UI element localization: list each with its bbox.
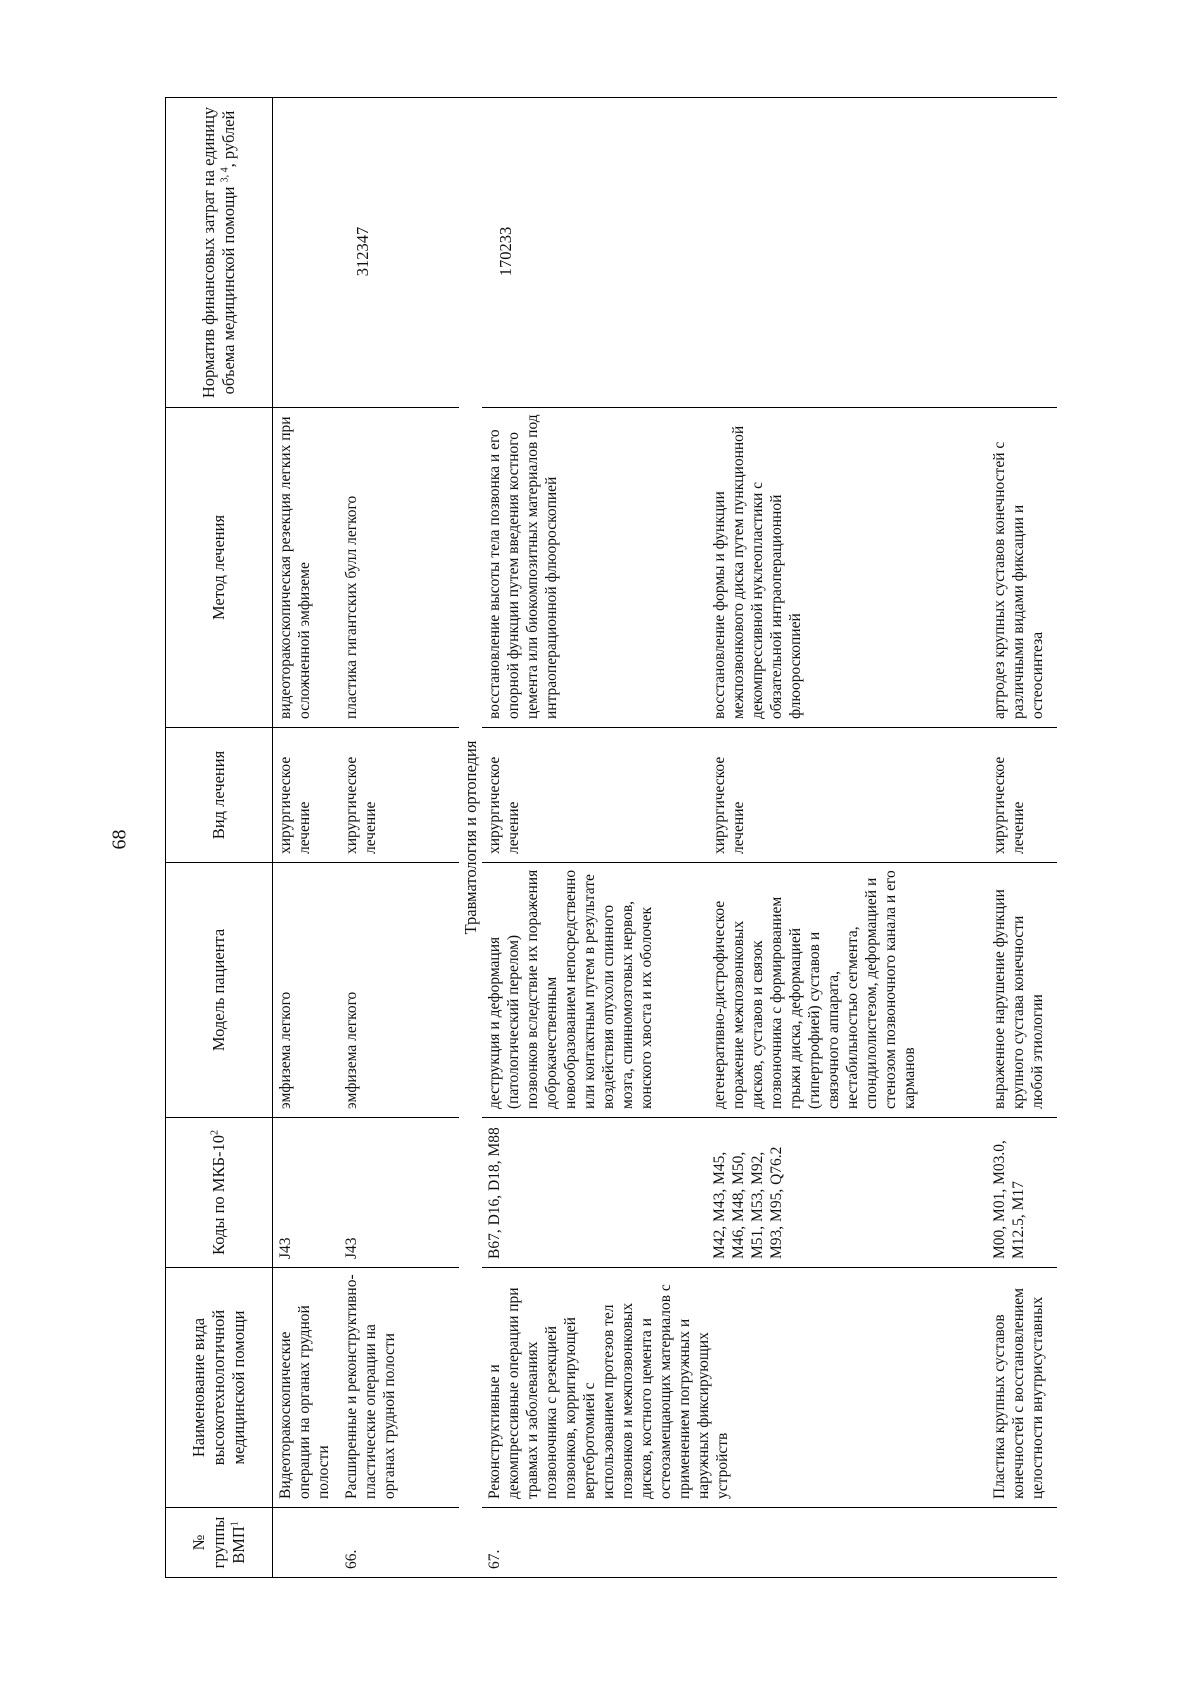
header-group: № группы ВМП$^1$ [166,1508,273,1578]
header-row [166,98,273,1578]
cell-cost: 170233 [482,98,707,408]
cell-codes: M42, M43, M45, M46, M48, M50, M51, M53, M92, M93, M95, Q76.2 [707,1118,987,1268]
cell-type: хирургическое лечение [707,728,987,863]
table-row [273,98,340,1578]
cell-cost [273,98,340,408]
cell-model: эмфизема легкого [273,863,340,1118]
page-number: 68 [108,829,131,850]
cell-method: артродез крупных суставов конечностей с различными видами фиксации и остеосинтеза [987,408,1057,728]
cell-type: хирургическое лечение [482,728,707,863]
header-type: Вид лечения [166,728,273,863]
rotated-table-container [165,98,1130,1578]
header-name: Наименование вида высокотехнологичной медицинской помощи [166,1268,273,1508]
cell-codes: M00, M01, M03.0, M12.5, M17 [987,1118,1057,1268]
header-cost: Норматив финансовых затрат на единицу объема медицинской помощи $^{3, 4}$, рублей [166,98,273,408]
cell-type: хирургическое лечение [987,728,1057,863]
cell-num [987,1508,1057,1578]
cell-cost: 312347 [339,98,459,408]
header-method: Метод лечения [166,408,273,728]
cell-num: 66. [339,1508,459,1578]
cell-name: Расширенные и реконструктивно-пластические операции на органах грудной полости [339,1268,459,1508]
table-row [987,98,1057,1578]
cell-method: видеоторакоскопическая резекция легких при осложненной эмфиземе [273,408,340,728]
cell-model: дегенеративно-дистрофическое поражение межпозвонковых дисков, суставов и связок позвоночника с формированием грыжи диска, деформацией (гипертрофией) суставов и связочного аппарата, нестабильностью сегмента, спондилолистезом, деформацией и стенозом позвоночного канала и его карманов [707,863,987,1118]
cell-method: восстановление формы и функции межпозвонкового диска путем пункционной декомпрессивной нуклеопластики с обязательной интраоперационной флюороскопией [707,408,987,728]
cell-model: эмфизема легкого [339,863,459,1118]
cell-model: выраженное нарушение функции крупного сустава конечности любой этиологии [987,863,1057,1118]
table-row [339,98,459,1578]
section-row [459,98,482,1578]
cell-model: деструкция и деформация (патологический перелом) позвонков вследствие их поражения доброкачественным новообразованием непосредственно или контактным путем в результате воздействия опухоли спинного мозга, спинномозговых нервов, конского хвоста и их оболочек [482,863,707,1118]
cell-method: пластика гигантских булл легкого [339,408,459,728]
cell-num: 67. [482,1508,707,1578]
header-codes: Коды по МКБ-$10^2$ [166,1118,273,1268]
header-model: Модель пациента [166,863,273,1118]
table-row [482,98,707,1578]
cell-codes: B67, D16, D18, M88 [482,1118,707,1268]
cell-name: Пластика крупных суставов конечностей с восстановлением целостности внутрисуставных [987,1268,1057,1508]
cell-cost [707,98,987,408]
cell-type: хирургическое лечение [273,728,340,863]
cell-codes: J43 [339,1118,459,1268]
cell-name: Реконструктивные и декомпрессивные операции при травмах и заболеваниях позвоночника с резекцией позвонков, корригирующей вертебротомией с использованием протезов тел позвонков и межпозвонковых дисков, костного цемента и остеозамещающих материалов с применением погружных и наружных фиксирующих устройств [482,1268,987,1508]
cell-name: Видеоторакоскопические операции на органах грудной полости [273,1268,340,1508]
cell-num [273,1508,340,1578]
cell-codes: J43 [273,1118,340,1268]
cell-cost [987,98,1057,408]
section-title: Травматология и ортопедия [459,98,482,1578]
cell-type: хирургическое лечение [339,728,459,863]
vmp-table [165,97,1057,1578]
cell-num [707,1508,987,1578]
cell-method: восстановление высоты тела позвонка и его опорной функции путем введения костного цемента или биокомпозитных материалов под интраоперационной флюороскопией [482,408,707,728]
